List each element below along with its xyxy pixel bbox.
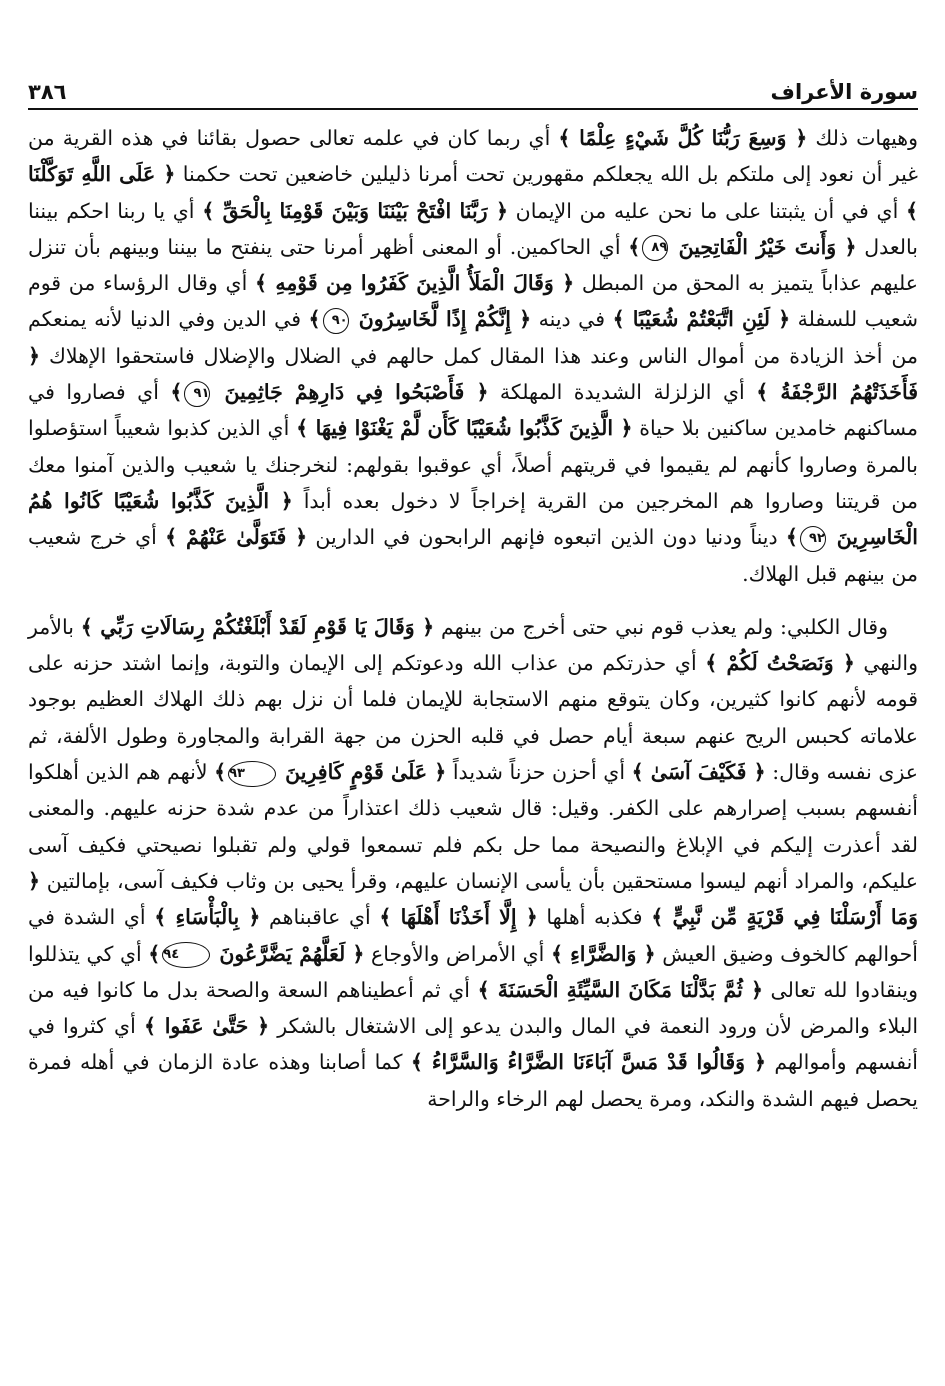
verse-text: لَعَلَّهُمْ يَضَّرَّعُونَ bbox=[212, 941, 353, 966]
quran-quote bbox=[255, 271, 574, 295]
ornate-bracket-open: ﴿ bbox=[750, 977, 763, 1002]
ornate-bracket-close: ﴾ bbox=[906, 198, 919, 223]
ornate-bracket-open: ﴿ bbox=[28, 343, 41, 368]
verse-text: إِلَّا أَخَذْنَا أَهْلَهَا bbox=[391, 905, 526, 930]
ornate-bracket-open: ﴿ bbox=[476, 380, 489, 405]
ornate-bracket-close: ﴾ bbox=[170, 380, 183, 405]
commentary-text: بالأمر والنهي bbox=[28, 614, 918, 676]
verse-text: رَبَّنَا افْتَحْ بَيْنَنَا وَبَيْنَ قَوْمِنَا بِالْحَقِّ bbox=[214, 198, 496, 223]
verse-number-marker: ٩١ bbox=[184, 381, 210, 407]
ornate-bracket-open: ﴿ bbox=[248, 905, 261, 930]
verse-text: وَسِعَ رَبُّنَا كُلَّ شَيْءٍ عِلْمًا bbox=[570, 126, 796, 150]
paragraph bbox=[28, 609, 918, 1117]
commentary-text: وقال الكلبي: ولم يعذب قوم نبي حتى أخرج من بينهم bbox=[434, 614, 888, 639]
commentary-text: في الدين وفي الدنيا لأنه يمنعكم من أخذ الزيادة من أموال الناس وعند هذا المقال كمل حالهم في الضلال والإضلال فاستحقوا الإهلاك bbox=[28, 307, 918, 368]
ornate-bracket-close: ﴾ bbox=[756, 380, 769, 405]
commentary-text: أي فصاروا في مساكنهم خامدين ساكنين بلا حياة bbox=[28, 380, 918, 441]
ornate-bracket-open: ﴿ bbox=[295, 525, 308, 550]
quran-quote bbox=[144, 1014, 269, 1038]
quran-quote bbox=[296, 416, 632, 440]
ornate-bracket-close: ﴾ bbox=[154, 905, 167, 930]
verse-text: فَأَخَذَتْهُمُ الرَّجْفَةُ bbox=[768, 380, 918, 405]
commentary-text: في دينه bbox=[531, 307, 613, 332]
ornate-bracket-close: ﴾ bbox=[651, 905, 664, 930]
verse-text: وَمَا أَرْسَلْنَا فِي قَرْيَةٍ مِّن نَّبِيٍّ bbox=[663, 905, 918, 930]
verse-number-marker: ٩٤ bbox=[162, 942, 210, 968]
ornate-bracket-open: ﴿ bbox=[643, 941, 656, 966]
commentary-text: أي ربما كان في علمه تعالى حصول بقائنا في هذه القرية من غير أن نعود إلى ملتكم بل الله يجعلكم مقهورين تحت أمرنا ذليلين خاضعين تحت حكمنا bbox=[28, 126, 918, 187]
commentary-text: أي كثروا في أنفسهم وأموالهم bbox=[28, 1014, 918, 1075]
ornate-bracket-close: ﴾ bbox=[612, 307, 625, 332]
verse-text: لَئِنِ اتَّبَعْتُمْ شُعَيْبًا bbox=[624, 307, 779, 332]
quran-quote bbox=[632, 760, 766, 784]
commentary-text: أي حذرتكم من عذاب الله ودعوتكم إلى الإيمان والتوبة، وإنما اشتد حزنه على قومه لأنهم كانوا كثيرين، وكان يتوقع منهم الاستجابة للإيمان فلما أن نزل بهم ذلك الهلاك العظيم بوجود علاماته كحبس الريح عنهم سبعة أيام حصل في قلبه الحزن من جهة القرابة والمجاورة وطول الألفة، ثم عزى نفسه وقال: bbox=[28, 651, 918, 785]
quran-quote bbox=[478, 978, 763, 1002]
ornate-bracket-open: ﴿ bbox=[495, 198, 508, 223]
commentary-text: أي أحزن حزناً شديداً bbox=[446, 760, 632, 785]
verse-text: الَّذِينَ كَذَّبُوا شُعَيْبًا كَانُوا هُمُ الْخَاسِرِينَ bbox=[28, 488, 918, 550]
ornate-bracket-open: ﴿ bbox=[28, 868, 41, 893]
commentary-text: أي الزلزلة الشديدة المهلكة bbox=[488, 380, 757, 405]
ornate-bracket-open: ﴿ bbox=[844, 234, 857, 259]
verse-text: حَتَّىٰ عَفَوا bbox=[155, 1014, 258, 1039]
ornate-bracket-open: ﴿ bbox=[753, 760, 766, 785]
ornate-bracket-close: ﴾ bbox=[550, 941, 563, 966]
ornate-bracket-close: ﴾ bbox=[254, 271, 267, 296]
quran-quote bbox=[81, 615, 434, 639]
ornate-bracket-close: ﴾ bbox=[202, 198, 215, 223]
ornate-bracket-close: ﴾ bbox=[379, 905, 392, 930]
commentary-text: أي الأمراض والأوجاع bbox=[364, 941, 551, 966]
verse-text: الَّذِينَ كَذَّبُوا شُعَيْبًا كَأَن لَّمْ يَغْنَوْا فِيهَا bbox=[308, 416, 621, 441]
commentary-text: أي في أن يثبتنا على ما نحن عليه من الإيمان bbox=[507, 198, 906, 223]
commentary-text: وهيهات ذلك bbox=[807, 126, 919, 150]
verse-text: وَنَصَحْتُ لَكُمْ bbox=[717, 651, 843, 676]
quran-quote bbox=[148, 942, 364, 966]
ornate-bracket-close: ﴾ bbox=[558, 126, 571, 150]
ornate-bracket-close: ﴾ bbox=[165, 525, 178, 550]
ornate-bracket-open: ﴿ bbox=[434, 760, 447, 785]
quran-quote bbox=[705, 651, 855, 675]
ornate-bracket-close: ﴾ bbox=[214, 760, 227, 785]
verse-text: وَقَالُوا قَدْ مَسَّ آبَاءَنَا الضَّرَّاءُ وَالسَّرَّاءُ bbox=[422, 1050, 754, 1075]
commentary-text: أي كي يتذللوا وينقادوا لله تعالى bbox=[28, 941, 918, 1002]
verse-number-marker: ٩٢ bbox=[800, 526, 826, 552]
ornate-bracket-open: ﴿ bbox=[257, 1014, 270, 1039]
quran-quote bbox=[411, 1050, 766, 1074]
ornate-bracket-close: ﴾ bbox=[143, 1014, 156, 1039]
ornate-bracket-close: ﴾ bbox=[148, 941, 161, 966]
ornate-bracket-close: ﴾ bbox=[80, 614, 93, 639]
quran-quote bbox=[379, 905, 537, 929]
tafsir-body bbox=[28, 120, 918, 1117]
commentary-text: أي ثم أعطيناهم السعة والصحة بدل ما كانوا فيه من البلاء والمرض لأن ورود النعمة في المال والبدن يدعو إلى الاشتغال بالشكر bbox=[28, 977, 919, 1039]
quran-quote bbox=[613, 307, 791, 331]
verse-text: إِنَّكُمْ إِذًا لَّخَاسِرُونَ bbox=[350, 307, 520, 332]
commentary-text: ديناً ودنيا دون الذين اتبعوه فإنهم الرابحون في الدارين bbox=[307, 525, 786, 550]
ornate-bracket-open: ﴿ bbox=[352, 941, 365, 966]
ornate-bracket-open: ﴿ bbox=[753, 1050, 766, 1075]
ornate-bracket-open: ﴿ bbox=[778, 307, 791, 332]
commentary-text: أي خرج شعيب من بينهم قبل الهلاك. bbox=[28, 525, 918, 586]
verse-text: ثُمَّ بَدَّلْنَا مَكَانَ السَّيِّئَةِ الْحَسَنَةَ bbox=[489, 977, 751, 1002]
ornate-bracket-open: ﴿ bbox=[280, 488, 293, 513]
ornate-bracket-close: ﴾ bbox=[785, 525, 798, 550]
quran-quote bbox=[165, 525, 307, 549]
book-page bbox=[28, 70, 918, 1117]
ornate-bracket-open: ﴿ bbox=[562, 271, 575, 296]
commentary-text: فكذبه أهلها bbox=[537, 905, 652, 930]
ornate-bracket-close: ﴾ bbox=[628, 234, 641, 259]
verse-number-marker: ٩٠ bbox=[323, 308, 349, 334]
paragraph bbox=[28, 120, 918, 592]
verse-text: فَأَصْبَحُوا فِي دَارِهِمْ جَاثِمِينَ bbox=[212, 380, 477, 405]
ornate-bracket-open: ﴿ bbox=[795, 126, 808, 150]
verse-text: وَأَنتَ خَيْرُ الْفَاتِحِينَ bbox=[670, 234, 845, 259]
ornate-bracket-close: ﴾ bbox=[631, 760, 644, 785]
ornate-bracket-open: ﴿ bbox=[525, 905, 538, 930]
ornate-bracket-open: ﴿ bbox=[620, 416, 633, 441]
quran-quote bbox=[154, 905, 260, 929]
verse-text: وَقَالَ يَا قَوْمِ لَقَدْ أَبْلَغْتُكُمْ رِسَالَاتِ رَبِّي bbox=[92, 614, 423, 639]
commentary-text: لأنهم هم الذين أهلكوا أنفسهم بسبب إصرارهم على الكفر. وقيل: قال شعيب ذلك اعتذاراً من عدم شدة حزنه عليهم. والمعنى لقد أعذرت إليكم في الإبلاغ والنصيحة مما حل بكم فلم تسمعوا قولي ولم تقبلوا نصيحتي فكيف آسى عليكم، والمراد أنهم ليسوا مستحقين بأن يأسى الإنسان عليهم، وقرأ يحيى بن وثاب فكيف آسى، بإمالتين bbox=[28, 760, 918, 893]
quran-quote bbox=[170, 380, 488, 404]
ornate-bracket-open: ﴿ bbox=[519, 307, 532, 332]
verse-text: عَلَىٰ قَوْمٍ كَافِرِينَ bbox=[277, 760, 435, 785]
ornate-bracket-close: ﴾ bbox=[410, 1050, 423, 1075]
quran-quote bbox=[551, 942, 656, 966]
verse-text: وَقَالَ الْمَلَأُ الَّذِينَ كَفَرُوا مِن قَوْمِهِ bbox=[267, 271, 563, 296]
quran-quote bbox=[309, 307, 532, 331]
quran-quote bbox=[202, 199, 508, 223]
surah-title: سورة الأعراف bbox=[770, 80, 918, 104]
quran-quote bbox=[628, 235, 856, 259]
verse-text: فَتَوَلَّىٰ عَنْهُمْ bbox=[177, 525, 296, 550]
ornate-bracket-open: ﴿ bbox=[163, 162, 176, 187]
commentary-text: أي يا ربنا احكم بيننا بالعدل bbox=[28, 198, 919, 259]
quran-quote bbox=[558, 126, 807, 150]
ornate-bracket-close: ﴾ bbox=[477, 977, 490, 1002]
verse-number-marker: ٨٩ bbox=[642, 235, 668, 261]
page-header bbox=[28, 70, 918, 110]
ornate-bracket-open: ﴿ bbox=[422, 614, 435, 639]
commentary-text: أي الشدة في أحوالهم كالخوف وضيق العيش bbox=[28, 905, 918, 966]
page-number: ٣٨٦ bbox=[28, 80, 67, 104]
commentary-text: أي وقال الرؤساء من قوم شعيب للسفلة bbox=[28, 271, 919, 332]
verse-number-marker: ٩٣ bbox=[228, 761, 276, 787]
commentary-text: أي الذين كذبوا شعيباً استؤصلوا بالمرة وصاروا كأنهم لم يقيموا في قريتهم أصلاً، أي عوقبوا بقولهم: لنخرجنك يا شعيب والذين آمنوا معك من قريتنا وصاروا هم المخرجين من القرية إخراجاً لا دخول بعده أبداً bbox=[28, 416, 918, 513]
quran-quote bbox=[214, 760, 446, 784]
commentary-text: أي عاقبناهم bbox=[260, 905, 380, 930]
verse-text: بِالْبَأْسَاءِ bbox=[166, 905, 249, 930]
verse-text: وَالضَّرَّاءِ bbox=[562, 941, 644, 966]
verse-text: فَكَيْفَ آسَىٰ bbox=[643, 760, 754, 785]
ornate-bracket-close: ﴾ bbox=[705, 651, 718, 676]
ornate-bracket-open: ﴿ bbox=[842, 651, 855, 676]
commentary-text: أي الحاكمين. أو المعنى أظهر أمرنا حتى ينفتح ما بيننا وبينهم بأن تنزل عليهم عذاباً يتميز به المحق من المبطل bbox=[28, 234, 918, 296]
verse-text: عَلَى اللَّهِ تَوَكَّلْنَا bbox=[28, 162, 164, 187]
ornate-bracket-close: ﴾ bbox=[296, 416, 309, 441]
commentary-text: كما أصابنا وهذه عادة الزمان في أهله فمرة يحصل فيهم الشدة والنكد، ومرة يحصل لهم الرخاء والراحة bbox=[28, 1050, 918, 1111]
ornate-bracket-close: ﴾ bbox=[308, 307, 321, 332]
